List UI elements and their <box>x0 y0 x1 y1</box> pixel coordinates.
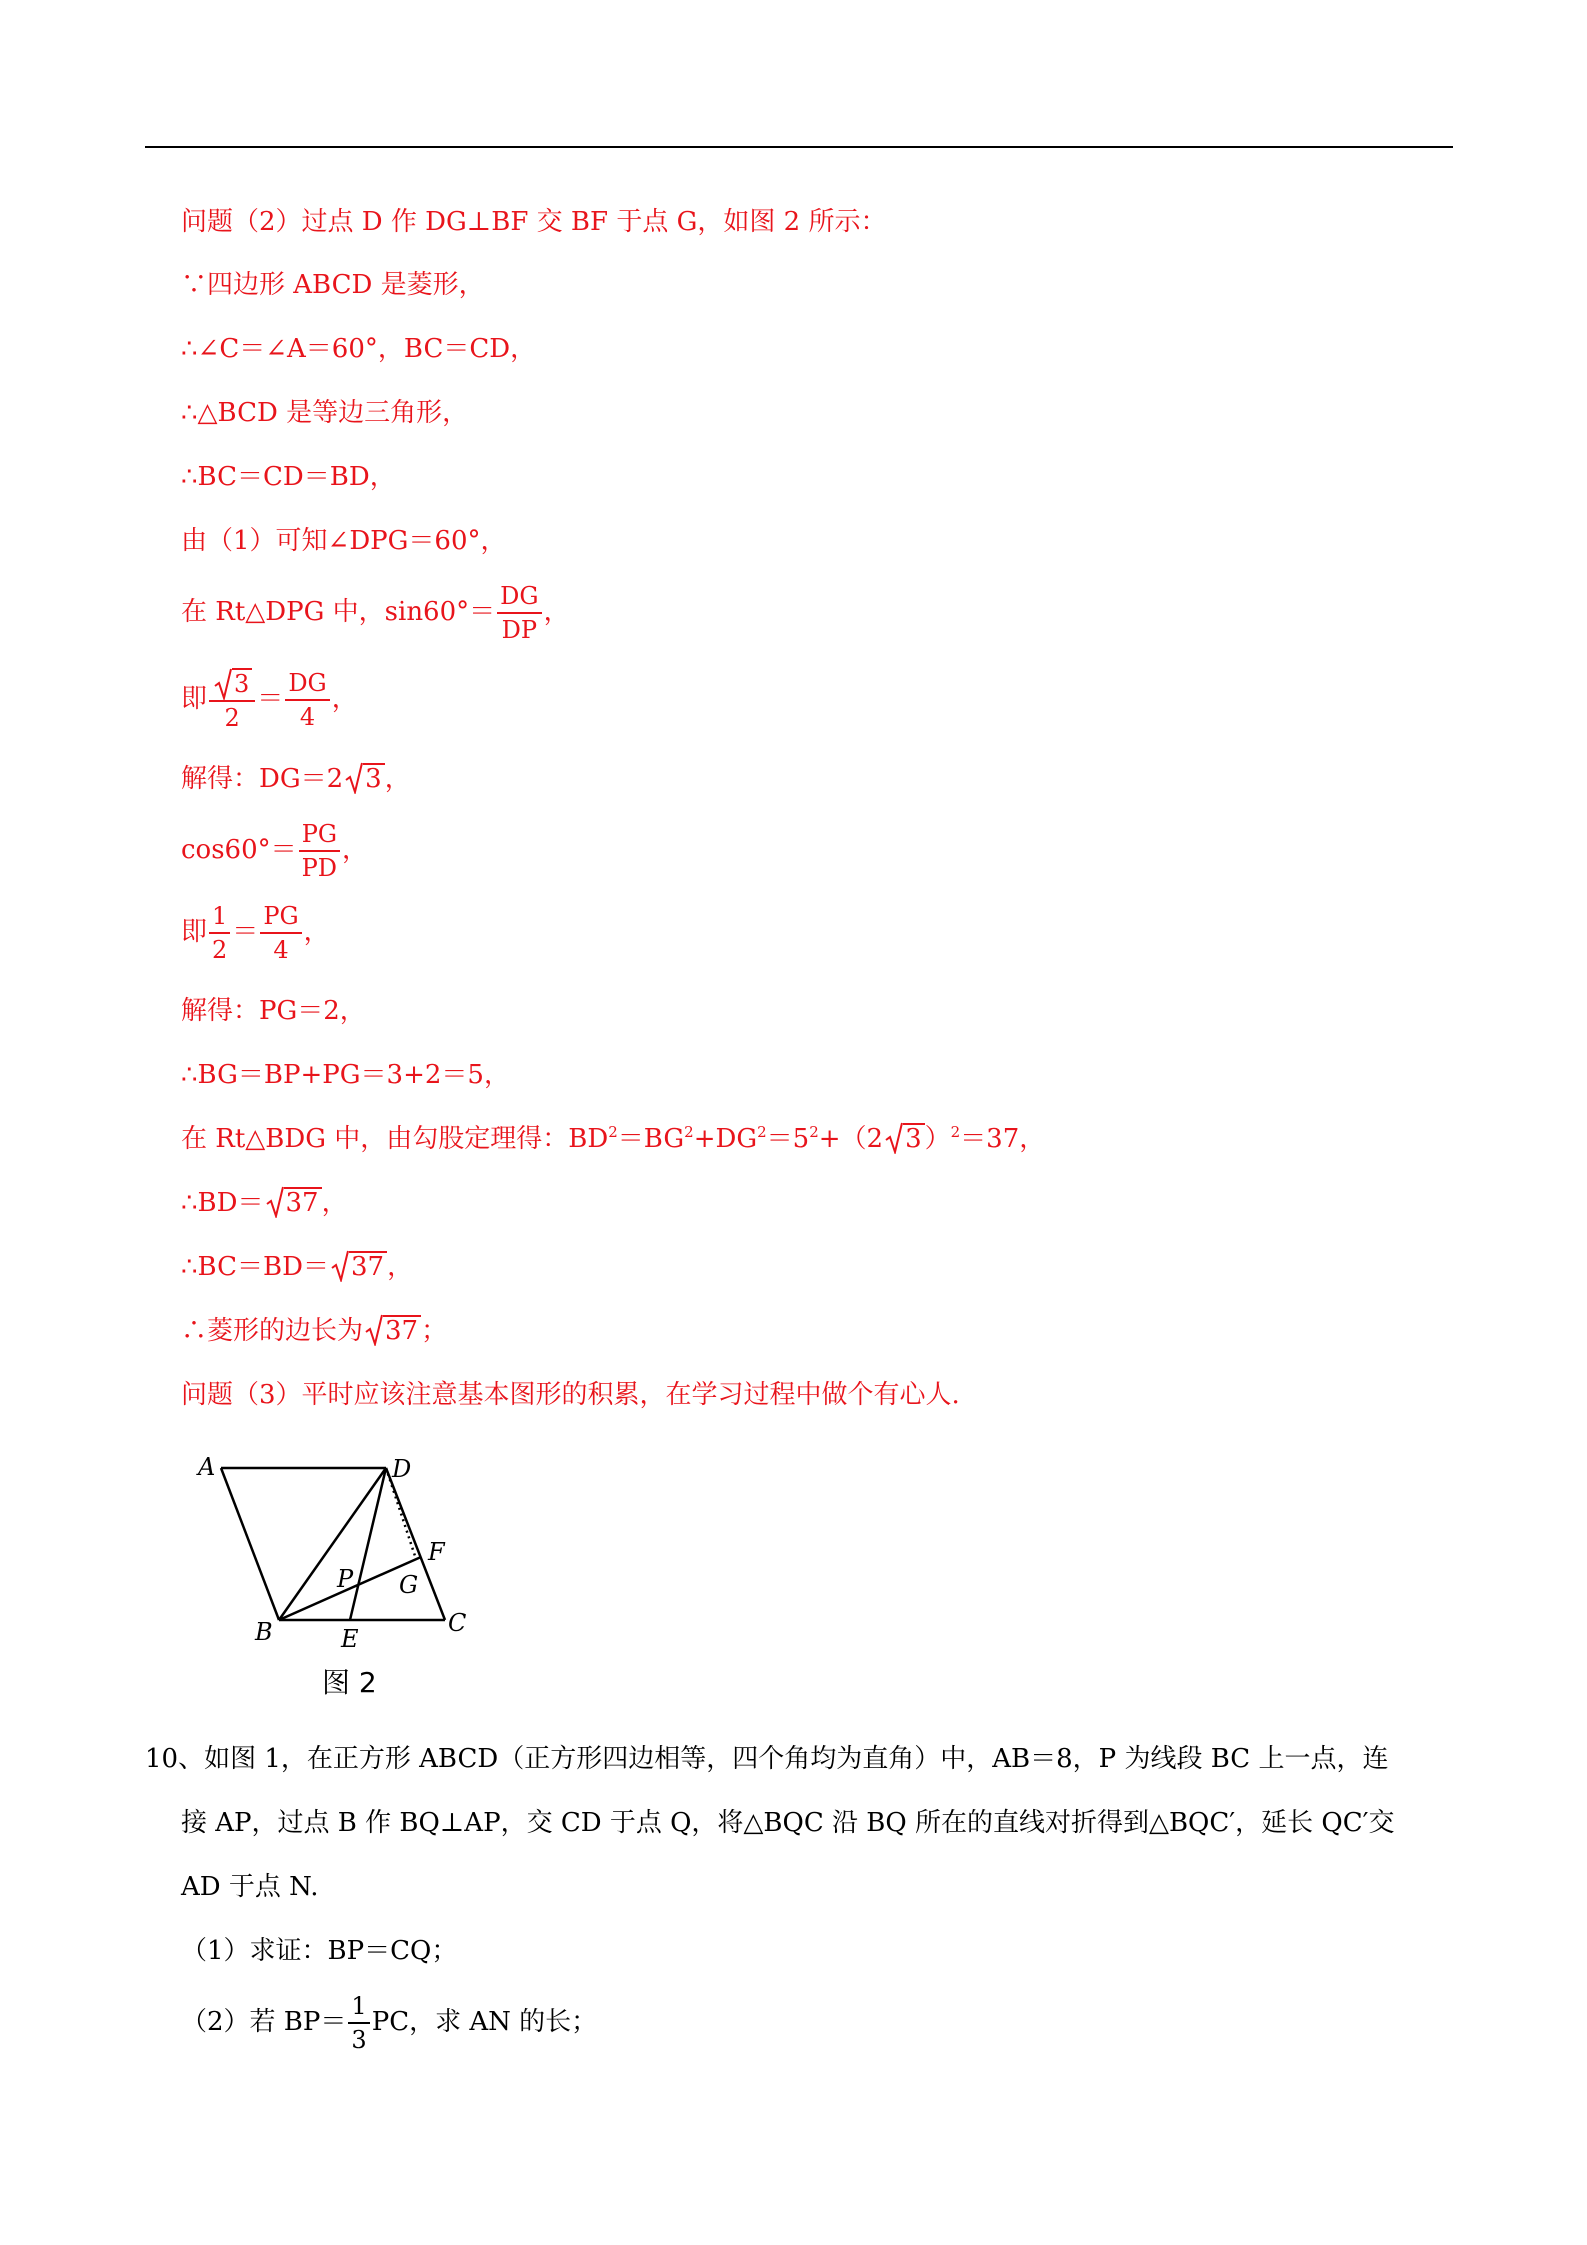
solution-line-16: ∴BC＝BD＝ 37 ， <box>181 1252 414 1282</box>
solution-line-5: ∴BC＝CD＝BD， <box>181 462 396 492</box>
sqrt: 37 <box>365 1314 421 1348</box>
question-line-1: 10、如图 1，在正方形 ABCD（正方形四边相等，四个角均为直角）中，AB＝8，P 为线段 BC 上一点，连 <box>145 1744 1389 1774</box>
label-B: B <box>255 1618 273 1646</box>
label-F: F <box>428 1538 445 1566</box>
question-part-2: （2）若 BP＝ $\frac{1}{3}$ PC，求 AN 的长； <box>181 1992 598 2054</box>
sqrt: 37 <box>331 1250 387 1284</box>
edge-AB <box>221 1468 279 1620</box>
question-part-1: （1）求证：BP＝CQ； <box>181 1936 458 1966</box>
solution-line-2: ∵四边形 ABCD 是菱形， <box>181 270 485 300</box>
figure-caption: 图 2 <box>322 1666 377 1699</box>
fraction: $\frac{1}{2}$ <box>209 902 230 964</box>
solution-line-9: 解得：DG＝2 3 ， <box>181 764 411 794</box>
header-rule <box>145 146 1453 148</box>
solution-line-4: ∴△BCD 是等边三角形， <box>181 398 469 428</box>
label-P: P <box>337 1565 354 1593</box>
solution-line-10: cos60°＝ $\frac{PG}{PD}$ ， <box>181 820 369 882</box>
question-line-2: 接 AP，过点 B 作 BQ⊥AP，交 CD 于点 Q，将△BQC 沿 BQ 所在的直线对折得到△BQC′，延长 QC′交 <box>181 1808 1395 1838</box>
sqrt: 37 <box>266 1186 322 1220</box>
solution-line-15: ∴BD＝ 37 ， <box>181 1188 348 1218</box>
label-D: D <box>392 1455 412 1483</box>
solution-line-1: 问题（2）过点 D 作 DG⊥BF 交 BF 于点 G，如图 2 所示： <box>181 207 887 237</box>
question-line-3: AD 于点 N. <box>181 1872 319 1902</box>
solution-line-8: 即 $\frac{3}{2}$ ＝ $\frac{DG}{4}$ ， <box>181 669 358 732</box>
label-G: G <box>399 1571 419 1599</box>
sqrt: 3 <box>345 762 385 796</box>
fraction: $\frac{3}{2}$ <box>209 668 255 732</box>
solution-line-7: 在 Rt△DPG 中，sin60°＝ $\frac{DG}{DP}$ ， <box>181 582 570 644</box>
solution-line-11: 即 $\frac{1}{2}$ ＝ $\frac{PG}{4}$ ， <box>181 902 330 964</box>
label-E: E <box>341 1625 359 1653</box>
fraction: $\frac{PG}{PD}$ <box>299 820 340 882</box>
solution-line-12: 解得：PG＝2， <box>181 996 366 1026</box>
fraction: $\frac{PG}{4}$ <box>260 902 301 964</box>
sqrt: 3 <box>214 668 252 698</box>
fraction: $\frac{DG}{DP}$ <box>497 582 541 644</box>
segment-DE <box>350 1468 386 1620</box>
solution-line-18: 问题（3）平时应该注意基本图形的积累，在学习过程中做个有心人. <box>181 1380 960 1410</box>
solution-line-14: 在 Rt△BDG 中，由勾股定理得：$BD^2=BG^2+DG^2=5^2+(2$ 3 ）$^2$＝37， <box>181 1123 1046 1154</box>
solution-line-13: ∴BG＝BP+PG＝3+2＝5， <box>181 1060 510 1090</box>
solution-line-3: ∴∠C＝∠A＝60°，BC＝CD， <box>181 334 537 364</box>
solution-line-17: ∴菱形的边长为 37 ； <box>181 1316 448 1346</box>
sqrt: 3 <box>885 1122 925 1156</box>
fraction: $\frac{DG}{4}$ <box>285 669 329 731</box>
figure-rhombus-diagram <box>195 1455 485 1655</box>
solution-line-6: 由（1）可知∠DPG＝60°， <box>181 526 507 556</box>
label-A: A <box>198 1455 216 1481</box>
fraction: $\frac{1}{3}$ <box>348 1992 369 2054</box>
label-C: C <box>448 1609 467 1637</box>
